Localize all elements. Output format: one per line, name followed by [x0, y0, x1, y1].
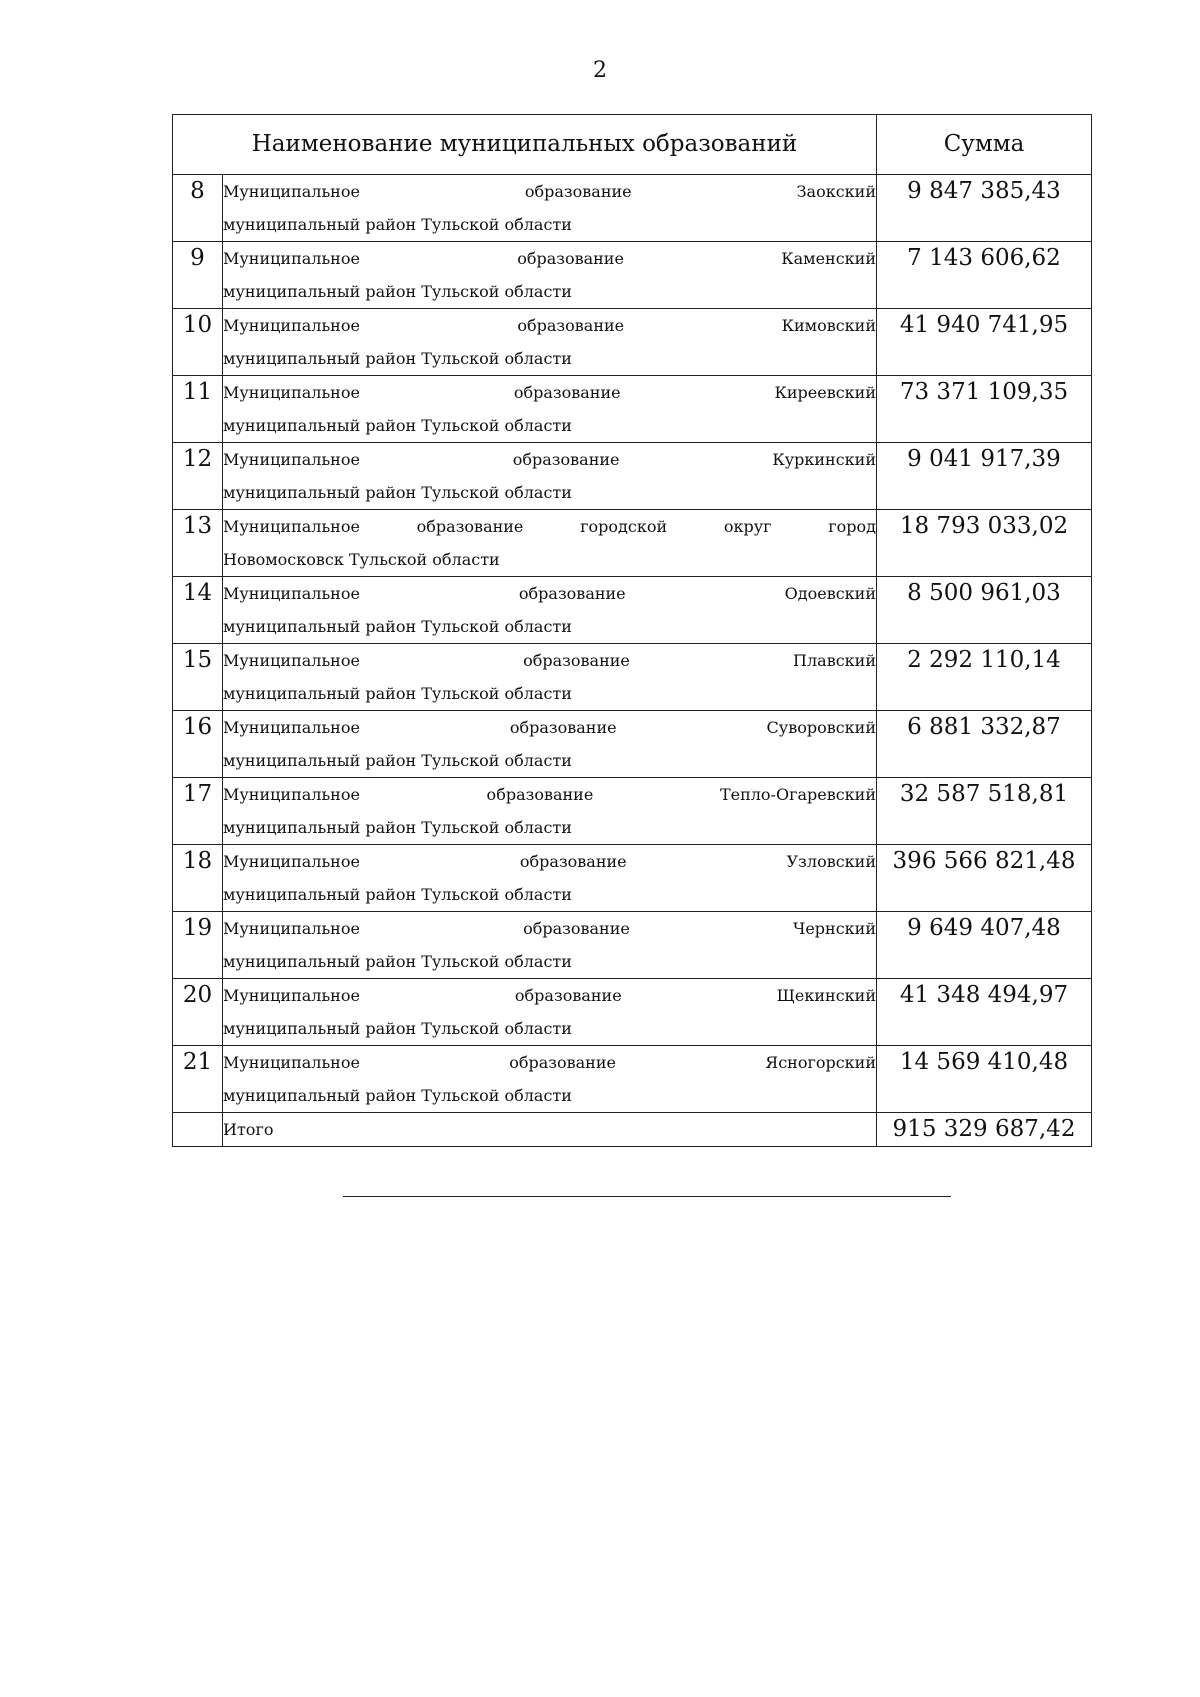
row-name-line1: Муниципальное образование Суворовский [223, 718, 876, 737]
row-name-line2: муниципальный район Тульской области [223, 215, 572, 234]
row-name [223, 711, 877, 778]
row-name [223, 443, 877, 510]
row-number: 15 [173, 644, 223, 711]
row-name [223, 979, 877, 1046]
row-sum: 14 569 410,48 [877, 1046, 1092, 1113]
total-label-text: Итого [223, 1120, 274, 1139]
closing-rule [343, 1196, 951, 1197]
row-sum: 32 587 518,81 [877, 778, 1092, 845]
row-name-line2: муниципальный район Тульской области [223, 617, 572, 636]
row-number: 19 [173, 912, 223, 979]
row-name-line2: муниципальный район Тульской области [223, 885, 572, 904]
row-name [223, 644, 877, 711]
table-row [173, 577, 1092, 644]
row-number: 8 [173, 175, 223, 242]
table-row [173, 1046, 1092, 1113]
total-sum: 915 329 687,42 [877, 1113, 1092, 1147]
row-number: 10 [173, 309, 223, 376]
row-sum: 396 566 821,48 [877, 845, 1092, 912]
row-name [223, 577, 877, 644]
row-number: 17 [173, 778, 223, 845]
table-row [173, 845, 1092, 912]
table-row [173, 711, 1092, 778]
row-name [223, 376, 877, 443]
municipal-budget-table [172, 114, 1092, 1147]
row-sum: 41 940 741,95 [877, 309, 1092, 376]
table-row [173, 644, 1092, 711]
table-header-row [173, 115, 1092, 175]
row-name [223, 510, 877, 577]
table-row [173, 510, 1092, 577]
row-name [223, 242, 877, 309]
table-row [173, 979, 1092, 1046]
row-name [223, 912, 877, 979]
row-name-line1: Муниципальное образование Ясногорский [223, 1053, 876, 1072]
table-row [173, 443, 1092, 510]
row-number: 13 [173, 510, 223, 577]
row-sum: 41 348 494,97 [877, 979, 1092, 1046]
row-name [223, 845, 877, 912]
row-sum: 2 292 110,14 [877, 644, 1092, 711]
total-num [173, 1113, 223, 1147]
row-name [223, 1046, 877, 1113]
row-name-line2: Новомосковск Тульской области [223, 550, 500, 569]
table-row [173, 376, 1092, 443]
row-number: 12 [173, 443, 223, 510]
row-name-line1: Муниципальное образование Куркинский [223, 450, 876, 469]
row-sum: 9 847 385,43 [877, 175, 1092, 242]
row-name-line2: муниципальный район Тульской области [223, 282, 572, 301]
table-row [173, 778, 1092, 845]
page-number: 2 [593, 58, 607, 83]
table-row [173, 912, 1092, 979]
row-number: 18 [173, 845, 223, 912]
row-sum: 18 793 033,02 [877, 510, 1092, 577]
row-name-line2: муниципальный район Тульской области [223, 818, 572, 837]
header-name: Наименование муниципальных образований [173, 115, 877, 175]
row-name-line1: Муниципальное образование Заокский [223, 182, 876, 201]
row-name-line1: Муниципальное образование Одоевский [223, 584, 876, 603]
header-sum: Сумма [877, 115, 1092, 175]
row-name-line1: Муниципальное образование Узловский [223, 852, 876, 871]
row-name-line1: Муниципальное образование Плавский [223, 651, 876, 670]
row-name-line1: Муниципальное образование Чернский [223, 919, 876, 938]
row-number: 20 [173, 979, 223, 1046]
row-name-line2: муниципальный район Тульской области [223, 416, 572, 435]
total-row [173, 1113, 1092, 1147]
row-sum: 73 371 109,35 [877, 376, 1092, 443]
row-name [223, 778, 877, 845]
row-name-line2: муниципальный район Тульской области [223, 952, 572, 971]
row-sum: 9 649 407,48 [877, 912, 1092, 979]
row-sum: 9 041 917,39 [877, 443, 1092, 510]
row-sum: 7 143 606,62 [877, 242, 1092, 309]
row-name [223, 309, 877, 376]
row-number: 9 [173, 242, 223, 309]
table-row [173, 175, 1092, 242]
row-sum: 6 881 332,87 [877, 711, 1092, 778]
row-name-line1: Муниципальное образование Каменский [223, 249, 876, 268]
row-name-line1: Муниципальное образование Щекинский [223, 986, 876, 1005]
row-name-line2: муниципальный район Тульской области [223, 483, 572, 502]
row-number: 21 [173, 1046, 223, 1113]
table-body [173, 175, 1092, 1113]
row-name-line1: Муниципальное образование Киреевский [223, 383, 876, 402]
row-name-line2: муниципальный район Тульской области [223, 1019, 572, 1038]
row-number: 16 [173, 711, 223, 778]
table-row [173, 309, 1092, 376]
row-number: 14 [173, 577, 223, 644]
row-sum: 8 500 961,03 [877, 577, 1092, 644]
row-number: 11 [173, 376, 223, 443]
row-name-line2: муниципальный район Тульской области [223, 751, 572, 770]
row-name-line1: Муниципальное образование Тепло-Огаревский [223, 785, 876, 804]
row-name-line1: Муниципальное образование городской округ город [223, 517, 876, 536]
table-row [173, 242, 1092, 309]
row-name-line1: Муниципальное образование Кимовский [223, 316, 876, 335]
row-name-line2: муниципальный район Тульской области [223, 684, 572, 703]
row-name [223, 175, 877, 242]
row-name-line2: муниципальный район Тульской области [223, 349, 572, 368]
total-label [223, 1113, 877, 1147]
row-name-line2: муниципальный район Тульской области [223, 1086, 572, 1105]
